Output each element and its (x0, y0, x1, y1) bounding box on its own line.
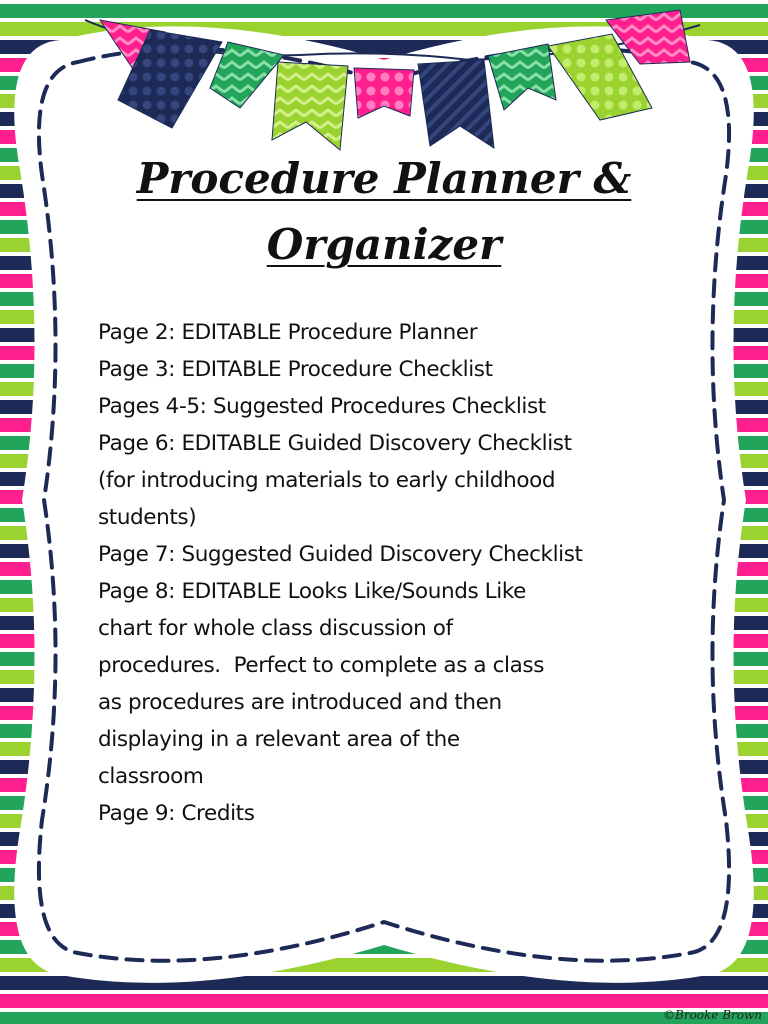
contents-line: Page 6: EDITABLE Guided Discovery Checklist (98, 431, 572, 456)
contents-line: Page 2: EDITABLE Procedure Planner (98, 320, 478, 345)
title-line: Organizer (266, 220, 502, 269)
contents-line: students) (98, 505, 197, 530)
contents-line: classroom (98, 764, 204, 789)
page-title (84, 146, 684, 278)
bunting-flag (272, 62, 348, 150)
bunting-flag (210, 42, 284, 108)
contents-line: Page 3: EDITABLE Procedure Checklist (98, 357, 493, 382)
bunting-flag (418, 60, 494, 148)
contents-list (98, 314, 678, 832)
contents-line: Page 8: EDITABLE Looks Like/Sounds Like (98, 579, 526, 604)
contents-line: chart for whole class discussion of (98, 616, 453, 641)
contents-line: Page 9: Credits (98, 801, 255, 826)
contents-line: as procedures are introduced and then (98, 690, 502, 715)
bunting-flag (488, 44, 556, 110)
contents-line: displaying in a relevant area of the (98, 727, 460, 752)
contents-line: procedures. Perfect to complete as a class (98, 653, 545, 678)
copyright-text: ©Brooke Brown (663, 1008, 762, 1022)
bunting-flag (354, 68, 414, 118)
bunting-banner-icon (0, 0, 768, 170)
contents-line: Page 7: Suggested Guided Discovery Checklist (98, 542, 583, 567)
contents-line: (for introducing materials to early childhood (98, 468, 556, 493)
title-line: Procedure Planner & (136, 154, 632, 203)
contents-line: Pages 4-5: Suggested Procedures Checklist (98, 394, 546, 419)
